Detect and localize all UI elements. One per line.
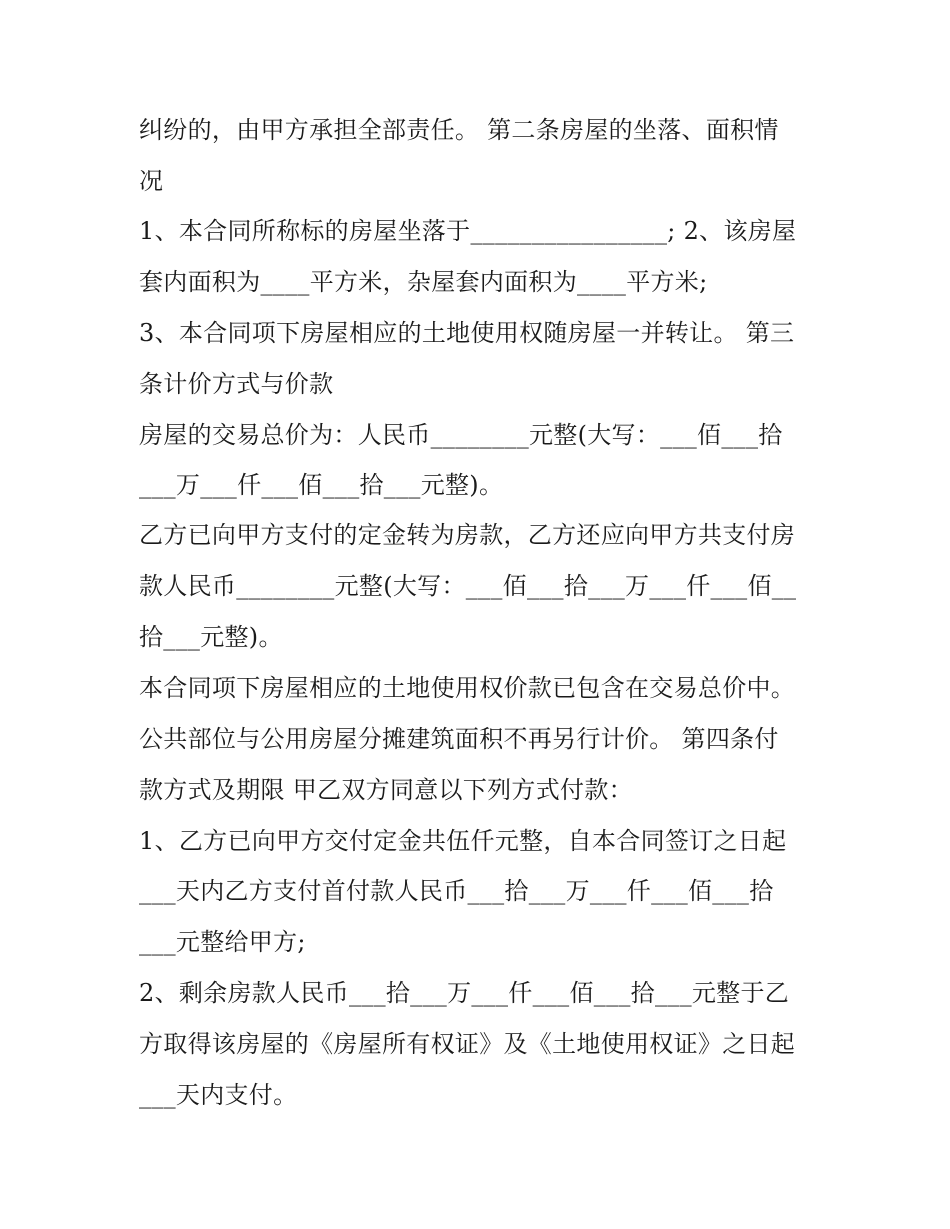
text-line: 1、本合同所称标的房屋坐落于________________; 2、该房屋: [139, 217, 797, 245]
text-line: ___万___仟___佰___拾___元整)。: [139, 471, 504, 499]
text-line: 3、本合同项下房屋相应的土地使用权随房屋一并转让。 第三: [139, 319, 795, 347]
text-line: 方取得该房屋的《房屋所有权证》及《土地使用权证》之日起: [139, 1030, 796, 1058]
text-line: 本合同项下房屋相应的土地使用权价款已包含在交易总价中。: [139, 674, 796, 702]
text-line: 拾___元整)。: [139, 623, 283, 651]
text-line: ___天内支付。: [139, 1081, 298, 1109]
text-line: 款方式及期限 甲乙双方同意以下列方式付款：: [139, 776, 633, 804]
text-line: 房屋的交易总价为：人民币________元整(大写：___佰___拾: [139, 421, 783, 449]
text-line: 套内面积为____平方米，杂屋套内面积为____平方米;: [139, 268, 708, 296]
text-line: 纠纷的，由甲方承担全部责任。 第二条房屋的坐落、面积情: [139, 116, 779, 144]
text-line: ___元整给甲方;: [139, 928, 306, 956]
text-line: 况: [139, 167, 164, 195]
text-line: 款人民币________元整(大写：___佰___拾___万___仟___佰__: [139, 572, 797, 600]
text-line: 公共部位与公用房屋分摊建筑面积不再另行计价。 第四条付: [139, 725, 779, 753]
text-line: ___天内乙方支付首付款人民币___拾___万___仟___佰___拾: [139, 877, 774, 905]
text-line: 2、剩余房款人民币___拾___万___仟___佰___拾___元整于乙: [139, 979, 790, 1007]
text-line: 乙方已向甲方支付的定金转为房款，乙方还应向甲方共支付房: [139, 521, 796, 549]
text-line: 条计价方式与价款: [139, 370, 334, 398]
text-line: 1、乙方已向甲方交付定金共伍仟元整，自本合同签订之日起: [139, 827, 787, 855]
